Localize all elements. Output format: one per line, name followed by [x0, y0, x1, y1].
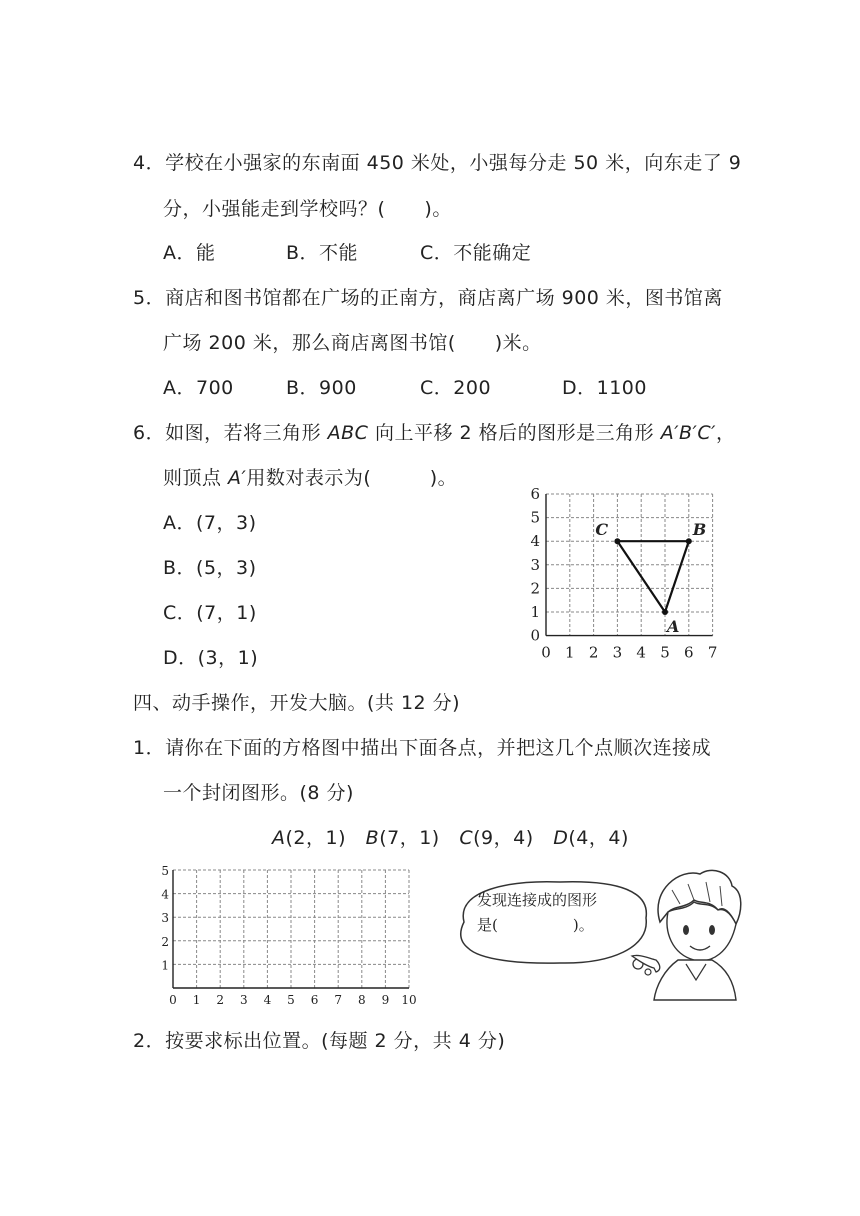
x-tick-label: 1 — [565, 643, 575, 662]
q5-option-a: A．700 — [163, 377, 234, 399]
q6-line1-pre: 6．如图，若将三角形 — [133, 422, 328, 444]
vertex-c-label: C — [595, 520, 609, 540]
q4-option-c: C．不能确定 — [420, 242, 532, 264]
q6-vertex-a-prime: A′ — [228, 467, 247, 489]
point-d-coords: (4，4) — [568, 827, 629, 849]
x-tick-label: 5 — [660, 643, 670, 662]
x-tick-label: 10 — [401, 993, 417, 1007]
q6-line2 — [163, 463, 457, 490]
p2-line1: 2．按要求标出位置。(每题 2 分，共 4 分) — [133, 1030, 506, 1052]
x-tick-label: 0 — [169, 993, 177, 1007]
q5-option-c: C．200 — [420, 377, 492, 399]
q6-line2-post: 用数对表示为( )。 — [246, 467, 458, 489]
q6-triangle-abc-prime: A′B′C′ — [660, 422, 716, 444]
x-tick-label: 9 — [381, 993, 390, 1007]
q4-line2: 分，小强能走到学校吗？( )。 — [163, 198, 452, 220]
point-c-coords: (9，4) — [473, 827, 534, 849]
y-tick-label: 5 — [161, 864, 169, 878]
p1-line2: 一个封闭图形。(8 分) — [163, 782, 354, 804]
x-tick-label: 6 — [310, 993, 319, 1007]
point-b-coords: (7，1) — [379, 827, 440, 849]
x-tick-label: 3 — [612, 643, 623, 662]
point-a-coords: (2，1) — [285, 827, 347, 849]
boy-body — [654, 960, 736, 1000]
q4-line1: 4．学校在小强家的东南面 450 米处，小强每分走 50 米，向东走了 9 — [133, 152, 742, 174]
vertex-b-dot — [686, 538, 692, 544]
q4-option-b: B．不能 — [286, 242, 359, 264]
point-d-name: D — [553, 827, 569, 849]
vertex-c-dot — [614, 538, 620, 544]
y-tick-label: 6 — [530, 485, 540, 503]
q5-option-b: B．900 — [286, 377, 357, 399]
q6-line1-mid: 向上平移 2 格后的图形是三角形 — [368, 422, 661, 444]
point-c-name: C — [459, 827, 474, 849]
x-tick-label: 3 — [239, 993, 248, 1007]
y-tick-label: 3 — [530, 555, 540, 574]
q5-line1: 5．商店和图书馆都在广场的正南方，商店离广场 900 米，图书馆离 — [133, 287, 723, 309]
y-tick-label: 3 — [161, 911, 169, 926]
y-tick-label: 4 — [161, 887, 169, 902]
x-tick-label: 1 — [192, 993, 201, 1007]
q5-option-d: D．1100 — [562, 377, 647, 399]
p1-points — [272, 823, 629, 850]
y-tick-label: 5 — [530, 508, 540, 527]
boy-illustration — [450, 860, 750, 1010]
y-tick-label: 2 — [530, 579, 540, 598]
x-tick-label: 4 — [636, 643, 646, 662]
point-a-name: A — [272, 827, 286, 849]
q6-line1 — [133, 418, 735, 445]
q6-option-b: B．(5，3) — [163, 557, 257, 579]
p1-line1: 1．请你在下面的方格图中描出下面各点，并把这几个点顺次连接成 — [133, 737, 712, 759]
q5-line2: 广场 200 米，那么商店离图书馆( )米。 — [163, 332, 542, 354]
triangle-abc — [617, 541, 688, 612]
x-tick-label: 7 — [334, 993, 343, 1007]
bubble-line1: 发现连接成的图形 — [477, 891, 598, 909]
x-tick-label: 5 — [287, 993, 295, 1007]
boy-face — [667, 902, 736, 961]
q4-option-a: A．能 — [163, 242, 216, 264]
x-tick-label: 0 — [541, 643, 551, 662]
x-tick-label: 2 — [588, 643, 599, 662]
x-tick-label: 2 — [216, 993, 225, 1007]
vertex-a-dot — [662, 609, 668, 615]
y-tick-label: 0 — [530, 626, 540, 645]
x-tick-label: 6 — [684, 643, 694, 662]
q6-option-a: A．(7，3) — [163, 512, 257, 534]
q6-option-d: D．(3，1) — [163, 647, 259, 669]
y-tick-label: 1 — [161, 958, 169, 973]
x-tick-label: 4 — [263, 993, 272, 1007]
y-tick-label: 2 — [161, 934, 169, 949]
point-b-name: B — [365, 827, 380, 849]
q6-line2-pre: 则顶点 — [163, 467, 229, 489]
bubble-line2: 是( )。 — [477, 916, 594, 934]
q6-line1-end: ， — [715, 422, 736, 444]
section4-title: 四、动手操作，开发大脑。(共 12 分) — [133, 692, 461, 714]
x-tick-label: 8 — [357, 993, 366, 1007]
vertex-b-label: B — [692, 520, 707, 540]
plotting-grid-chart — [155, 858, 425, 1008]
x-tick-label: 7 — [707, 643, 718, 662]
q6-option-c: C．(7，1) — [163, 602, 257, 624]
vertex-a-label: A — [667, 617, 680, 636]
triangle-grid-chart — [520, 480, 730, 660]
q6-triangle-abc: ABC — [327, 422, 369, 444]
y-tick-label: 4 — [530, 532, 540, 551]
y-tick-label: 1 — [530, 603, 540, 621]
